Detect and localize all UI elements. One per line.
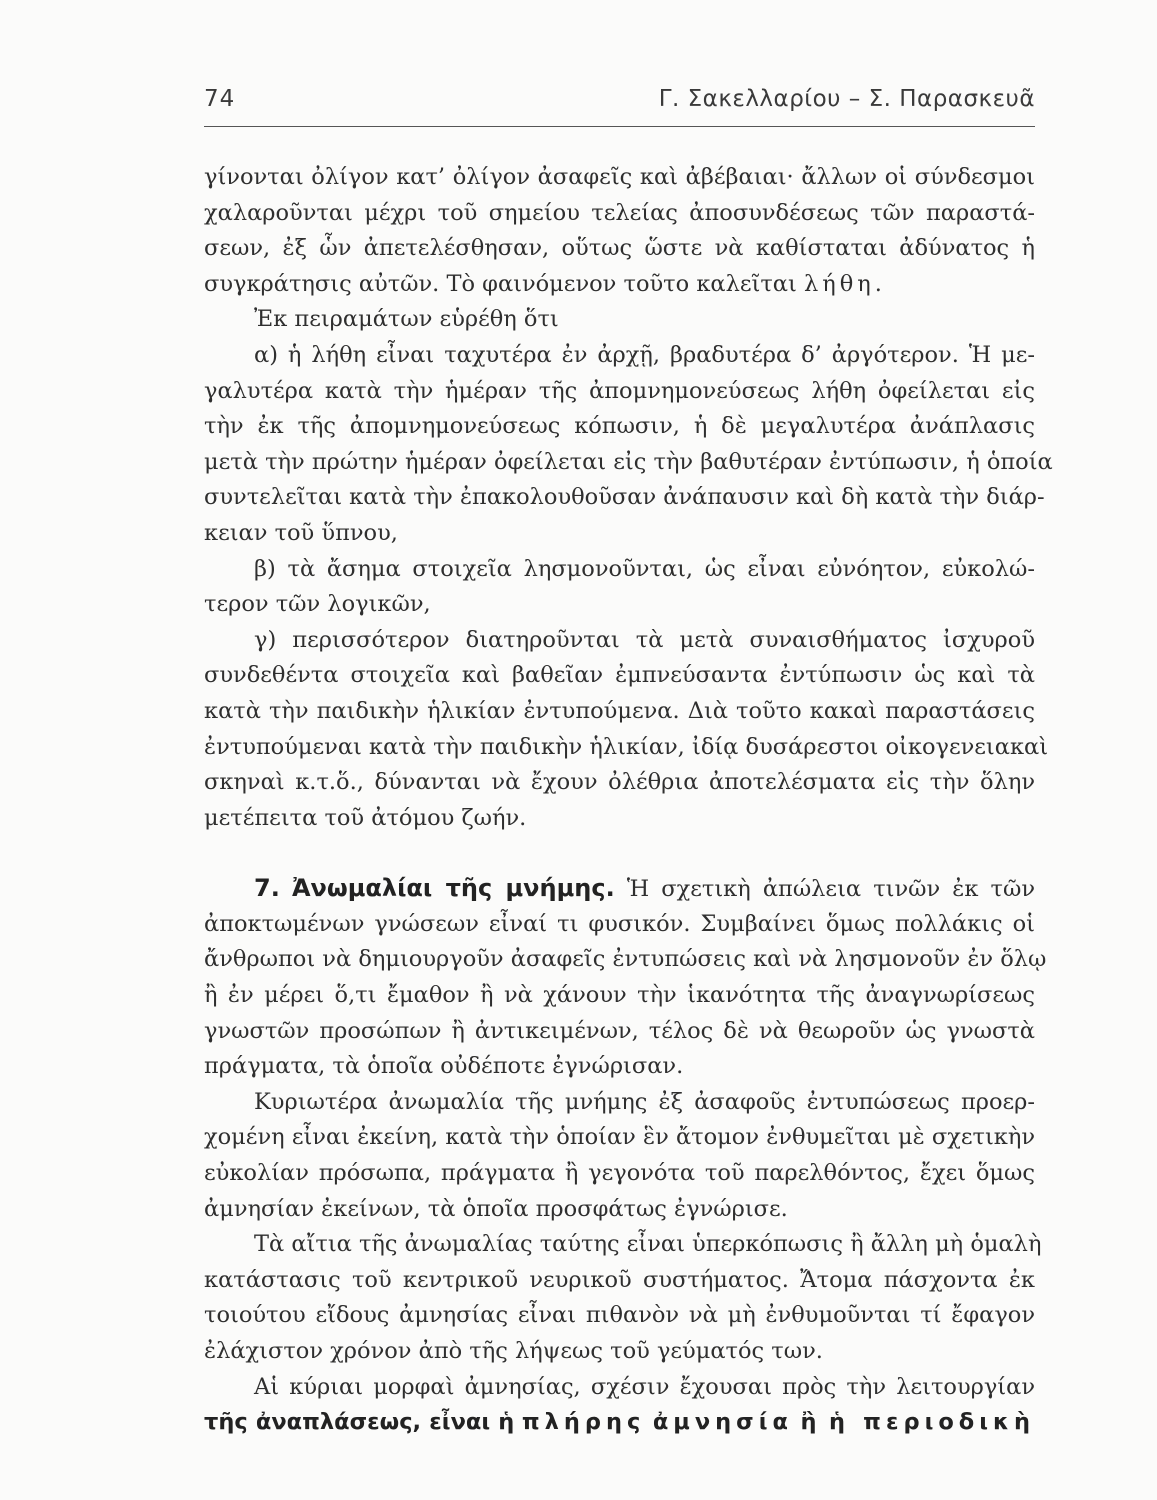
text-line: γ) περισσότερον διατηροῦνται τὰ μετὰ συναισθήματος ἰσχυροῦ: [254, 626, 1035, 653]
text-line: κατάστασις τοῦ κεντρικοῦ νευρικοῦ συστήματος. Ἄτομα πάσχοντα ἐκ: [204, 1266, 1035, 1293]
section-title: Ἀνωμαλίαι τῆς μνήμης.: [291, 874, 615, 903]
text-line: Ἐκ πειραμάτων εὑρέθη ὅτι: [254, 306, 559, 333]
text-fragment: Ἡ σχετικὴ ἀπώλεια τινῶν ἐκ τῶν: [626, 876, 1036, 903]
text-line: σεων, ἐξ ὧν ἀπετελέσθησαν, οὕτως ὥστε νὰ καθίσταται ἀδύνατος ἡ: [204, 235, 1035, 262]
body-text: [204, 160, 1053, 1441]
text-line: ἀποκτωμένων γνώσεων εἶναί τι φυσικόν. Συμβαίνει ὅμως πολλάκις οἱ: [204, 910, 1035, 937]
text-line: κειαν τοῦ ὕπνου,: [204, 519, 398, 546]
section-number: 7.: [254, 874, 280, 903]
section-heading-line: [204, 871, 1035, 907]
text-line: γνωστῶν προσώπων ἢ ἀντικειμένων, τέλος δὲ νὰ θεωροῦν ὡς γνωστὰ: [204, 1017, 1035, 1044]
text-line: Κυριωτέρα ἀνωμαλία τῆς μνήμης ἐξ ἀσαφοῦς ἐντυπώσεως προερ-: [254, 1088, 1035, 1115]
text-fragment: συγκράτησις αὐτῶν. Τὸ φαινόμενον τοῦτο καλεῖται: [204, 270, 797, 297]
text-line: Αἱ κύριαι μορφαὶ ἀμνησίας, σχέσιν ἔχουσαι πρὸς τὴν λειτουργίαν: [254, 1373, 1035, 1400]
text-line: εὐκολίαν πρόσωπα, πράγματα ἢ γεγονότα τοῦ παρελθόντος, ἔχει ὅμως: [204, 1160, 1035, 1187]
header-rule: [204, 126, 1035, 127]
text-line: χαλαροῦνται μέχρι τοῦ σημείου τελείας ἀποσυνδέσεως τῶν παραστά-: [204, 199, 1035, 226]
text-line: συντελεῖται κατὰ τὴν ἐπακολουθοῦσαν ἀνάπαυσιν καὶ δὴ κατὰ τὴν διάρ-: [204, 484, 1045, 511]
text-line: τερον τῶν λογικῶν,: [204, 591, 431, 618]
text-line: Τὰ αἴτια τῆς ἀνωμαλίας ταύτης εἶναι ὑπερκόπωσις ἢ ἄλλη μὴ ὁμαλὴ: [254, 1231, 1042, 1258]
running-head: Γ. Σακελλαρίου – Σ. Παρασκευᾶ: [658, 86, 1035, 112]
spaced-term: ἡ περιοδικὴ: [828, 1409, 1036, 1436]
text-line: συνδεθέντα στοιχεῖα καὶ βαθεῖαν ἐμπνεύσαντα ἐντύπωσιν ὡς καὶ τὰ: [204, 662, 1035, 689]
text-line: τοιούτου εἴδους ἀμνησίας εἶναι πιθανὸν νὰ μὴ ἐνθυμοῦνται τί ἔφαγον: [204, 1302, 1035, 1329]
text-line: μετέπειτα τοῦ ἀτόμου ζωήν.: [204, 804, 527, 831]
spaced-term: ἢ: [800, 1409, 822, 1436]
text-line: [204, 1405, 1035, 1441]
text-line: χομένη εἶναι ἐκείνη, κατὰ τὴν ὁποίαν ἓν ἄτομον ἐνθυμεῖται μὲ σχετικὴν: [204, 1124, 1035, 1151]
text-line: γαλυτέρα κατὰ τὴν ἡμέραν τῆς ἀπομνημονεύσεως λήθη ὀφείλεται εἰς: [204, 377, 1035, 404]
spaced-term: λήθη.: [803, 270, 886, 297]
text-line: ἐντυπούμεναι κατὰ τὴν παιδικὴν ἡλικίαν, ἰδίᾳ δυσάρεστοι οἰκογενειακαὶ: [204, 733, 1049, 760]
spaced-term: πλήρης: [521, 1409, 646, 1436]
spaced-term: ἀμνησία: [652, 1409, 793, 1436]
text-fragment: τῆς ἀναπλάσεως, εἶναι ἡ: [204, 1409, 515, 1436]
text-line: σκηναὶ κ.τ.ὅ., δύνανται νὰ ἔχουν ὀλέθρια ἀποτελέσματα εἰς τὴν ὅλην: [204, 769, 1035, 796]
text-line: ἢ ἐν μέρει ὅ,τι ἔμαθον ἢ νὰ χάνουν τὴν ἱκανότητα τῆς ἀναγνωρίσεως: [204, 982, 1035, 1009]
text-line: ἐλάχιστον χρόνον ἀπὸ τῆς λήψεως τοῦ γεύματός των.: [204, 1338, 823, 1364]
text-line: τὴν ἐκ τῆς ἀπομνημονεύσεως κόπωσιν, ἡ δὲ μεγαλυτέρα ἀνάπλασις: [204, 413, 1035, 440]
text-line: κατὰ τὴν παιδικὴν ἡλικίαν ἐντυπούμενα. Διὰ τοῦτο κακαὶ παραστάσεις: [204, 697, 1035, 724]
page-number: 74: [204, 86, 236, 112]
section-spacer: [204, 836, 1035, 871]
text-line: ἀμνησίαν ἐκείνων, τὰ ὁποῖα προσφάτως ἐγνώρισε.: [204, 1195, 788, 1222]
text-line: β) τὰ ἄσημα στοιχεῖα λησμονοῦνται, ὡς εἶναι εὐνόητον, εὐκολώ-: [254, 555, 1035, 582]
text-line: μετὰ τὴν πρώτην ἡμέραν ὀφείλεται εἰς τὴν βαθυτέραν ἐντύπωσιν, ἡ ὁποία: [204, 448, 1053, 475]
text-line: γίνονται ὀλίγον κατ’ ὀλίγον ἀσαφεῖς καὶ ἀβέβαιαι· ἄλλων οἱ σύνδεσμοι: [204, 164, 1035, 190]
text-line: ἄνθρωποι νὰ δημιουργοῦν ἀσαφεῖς ἐντυπώσεις καὶ νὰ λησμονοῦν ἐν ὅλῳ: [204, 946, 1047, 973]
text-line: πράγματα, τὰ ὁποῖα οὐδέποτε ἐγνώρισαν.: [204, 1053, 684, 1080]
text-line: α) ἡ λήθη εἶναι ταχυτέρα ἐν ἀρχῇ, βραδυτέρα δ’ ἀργότερον. Ἡ με-: [254, 341, 1035, 368]
text-line: [204, 267, 1035, 303]
